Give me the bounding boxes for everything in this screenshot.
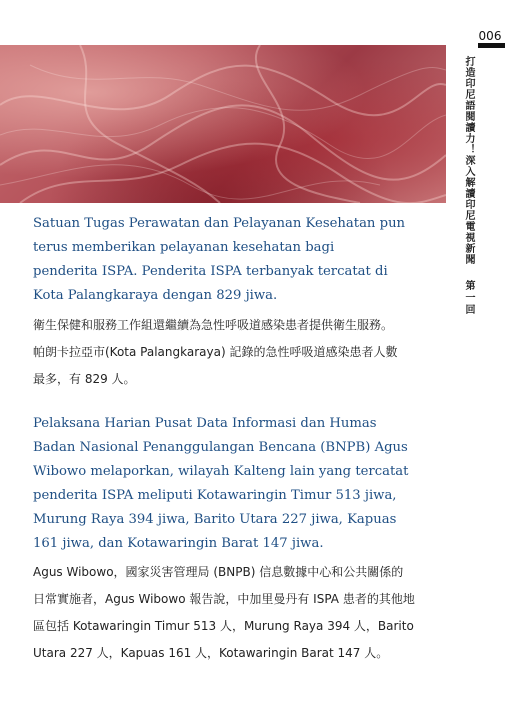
side-book-title: 打造印尼語閱讀力！深入解讀印尼電視新聞 — [463, 56, 474, 265]
text-line: Utara 227 人，Kapuas 161 人，Kotawaringin Barat 147 人。 — [33, 646, 389, 660]
section2-indonesian-paragraph — [33, 412, 453, 556]
text-line: penderita ISPA meliputi Kotawaringin Timur 513 jiwa, — [33, 488, 397, 503]
side-chapter-label: 第一回 — [463, 280, 474, 316]
text-line: 區包括 Kotawaringin Timur 513 人，Murung Raya 394 人，Barito — [33, 619, 414, 633]
page-number: 006 — [478, 29, 502, 43]
text-line: 161 jiwa, dan Kotawaringin Barat 147 jiwa. — [33, 536, 324, 551]
text-line: 日常實施者，Agus Wibowo 報告說，中加里曼丹有 ISPA 患者的其他地 — [33, 592, 415, 606]
text-line: Wibowo melaporkan, wilayah Kalteng lain yang tercatat — [33, 464, 409, 479]
text-line: 衛生保健和服務工作組還繼續為急性呼吸道感染患者提供衛生服務。 — [33, 318, 394, 332]
text-line: Kota Palangkaraya dengan 829 jiwa. — [33, 288, 278, 303]
text-line: Satuan Tugas Perawatan dan Pelayanan Kesehatan pun — [33, 216, 406, 231]
section2-chinese-paragraph — [33, 559, 453, 667]
text-line: penderita ISPA. Penderita ISPA terbanyak tercatat di — [33, 264, 388, 279]
text-line: Badan Nasional Penanggulangan Bencana (BNPB) Agus — [33, 440, 408, 455]
text-line: terus memberikan pelayanan kesehatan bagi — [33, 240, 335, 255]
section1-indonesian-paragraph — [33, 212, 453, 308]
text-line: 帕朗卡拉亞市(Kota Palangkaraya) 記錄的急性呼吸道感染患者人數 — [33, 345, 398, 359]
hero-image — [0, 45, 446, 203]
text-line: Agus Wibowo，國家災害管理局 (BNPB) 信息數據中心和公共關係的 — [33, 565, 404, 579]
page-number-bar — [478, 43, 505, 48]
text-line: 最多，有 829 人。 — [33, 372, 136, 386]
smoke-wisps — [0, 45, 446, 203]
text-line: Pelaksana Harian Pusat Data Informasi dan Humas — [33, 416, 377, 431]
text-line: Murung Raya 394 jiwa, Barito Utara 227 jiwa, Kapuas — [33, 512, 397, 527]
section1-chinese-paragraph — [33, 312, 453, 393]
